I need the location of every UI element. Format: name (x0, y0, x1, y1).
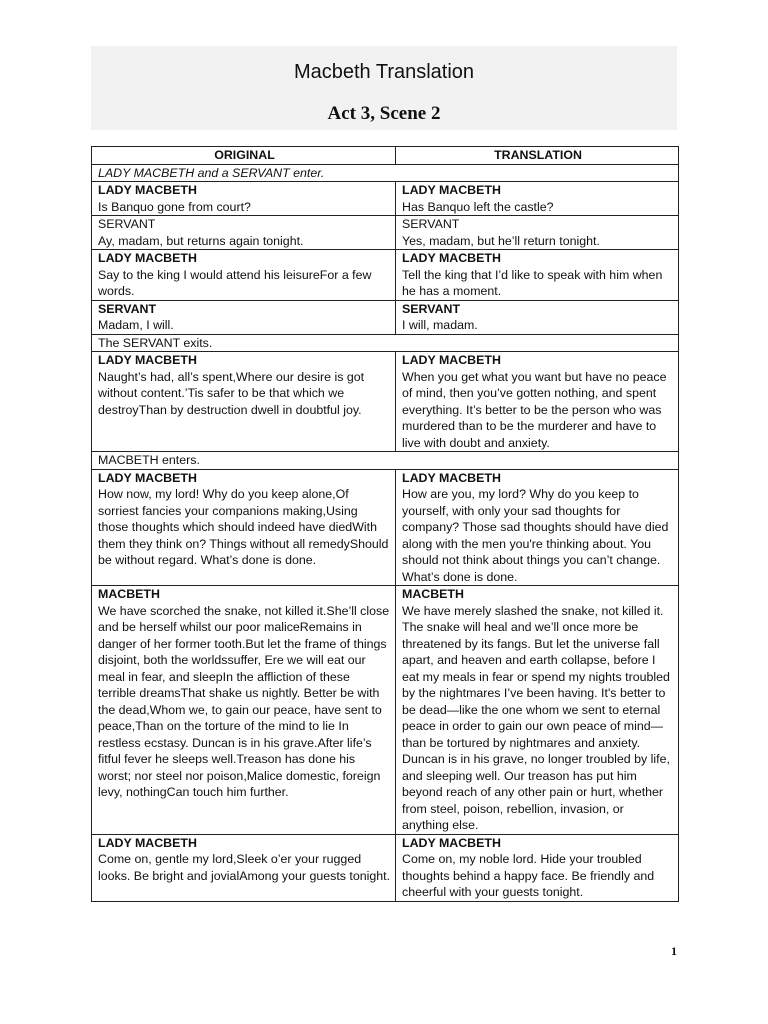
table-row (92, 300, 679, 334)
column-header-original: ORIGINAL (92, 147, 396, 165)
dialogue-text: When you get what you want but have no peace of mind, then you’ve gotten nothing, and spent everything. It’s better to be the person who was murdered than to be the murderer and have to live with doubt and anxiety. (402, 369, 667, 450)
translation-cell (396, 300, 679, 334)
header-band (91, 46, 677, 130)
speaker-name: LADY MACBETH (98, 353, 197, 367)
dialogue-text: How are you, my lord? Why do you keep to yourself, with only your sad thoughts for company? Those sad thoughts should have died along with the men you're thinking about. You should not think about things you can’t change. What’s done is done. (402, 487, 669, 584)
translation-table (91, 146, 679, 902)
column-header-translation: TRANSLATION (396, 147, 679, 165)
dialogue-text: Come on, gentle my lord,Sleek o’er your rugged looks. Be bright and jovialAmong your guests tonight. (98, 852, 391, 883)
dialogue-text: Tell the king that I’d like to speak with him when he has a moment. (402, 267, 663, 298)
document-title: Macbeth Translation (293, 61, 475, 83)
dialogue-text: Madam, I will. (98, 318, 174, 332)
table-row (92, 834, 679, 901)
speaker-name: LADY MACBETH (98, 251, 197, 265)
speaker-name: MACBETH (98, 587, 160, 601)
document-subtitle: Act 3, Scene 2 (327, 103, 441, 124)
table-row (92, 452, 679, 470)
table-body (92, 164, 679, 901)
original-cell (92, 834, 396, 901)
translation-cell (396, 216, 679, 250)
original-cell (92, 250, 396, 301)
dialogue-text: Say to the king I would attend his leisureFor a few words. (98, 267, 372, 298)
original-cell (92, 352, 396, 452)
dialogue-text: Naught’s had, all’s spent,Where our desire is got without content.’Tis safer to be that which we destroyThan by destruction dwell in doubtful joy. (98, 369, 365, 417)
table-row (92, 352, 679, 452)
speaker-name: LADY MACBETH (98, 183, 197, 197)
dialogue-text: How now, my lord! Why do you keep alone,Of sorriest fancies your companions making,Using those thoughts which should indeed have diedWith them they think on? Things without all remedyShould be without regard. What’s done is done. (98, 487, 389, 567)
speaker-name: SERVANT (98, 301, 157, 316)
original-cell (92, 216, 396, 250)
speaker-name: LADY MACBETH (402, 470, 501, 485)
speaker-name: MACBETH (402, 587, 464, 601)
table-row (92, 164, 679, 182)
speaker-name: LADY MACBETH (402, 251, 501, 265)
original-cell (92, 182, 396, 216)
speaker-name: LADY MACBETH (402, 353, 501, 367)
translation-cell (396, 352, 679, 452)
speaker-name: LADY MACBETH (402, 183, 501, 197)
speaker-name: LADY MACBETH (98, 470, 197, 485)
translation-cell (396, 586, 679, 835)
table-row (92, 216, 679, 250)
translation-cell (396, 834, 679, 901)
table-row (92, 250, 679, 301)
speaker-name: LADY MACBETH (402, 835, 501, 850)
dialogue-text: We have merely slashed the snake, not killed it. The snake will heal and we’ll once more be threatened by its fangs. But let the universe fall apart, and heaven and earth collapse, before I eat my meals in fear or spend my nights troubled by the nightmares I’ve been having. It's better to be dead—like the one whom we sent to eternal peace in order to gain our own peace of mind—than be tortured by nightmares and anxiety. Duncan is in his grave, no longer troubled by life, and sleeping well. Our treason has put him beyond reach of any other pain or hurt, whether from steel, poison, rebellion, invasion, or anything else. (402, 603, 670, 832)
translation-cell (396, 182, 679, 216)
speaker-name: LADY MACBETH (98, 835, 197, 850)
dialogue-text: Is Banquo gone from court? (98, 199, 251, 214)
stage-direction: MACBETH enters. (92, 452, 679, 470)
speaker-name: SERVANT (402, 217, 460, 231)
original-cell (92, 469, 396, 586)
dialogue-text: Ay, madam, but returns again tonight. (98, 233, 304, 248)
original-cell (92, 300, 396, 334)
speaker-name: SERVANT (98, 217, 156, 231)
translation-cell (396, 250, 679, 301)
stage-direction: LADY MACBETH and a SERVANT enter. (92, 164, 679, 182)
translation-cell (396, 469, 679, 586)
table-row (92, 334, 679, 352)
original-cell (92, 586, 396, 835)
dialogue-text: Yes, madam, but he’ll return tonight. (402, 233, 600, 248)
table-row (92, 586, 679, 835)
stage-direction: The SERVANT exits. (92, 334, 679, 352)
table-header-row (92, 147, 679, 165)
dialogue-text: We have scorched the snake, not killed it.She’ll close and be herself whilst our poor maliceRemains in danger of her former tooth.But let the frame of things disjoint, both the worldssuffer, Ere we will eat our meal in fear, and sleepIn the affliction of these terrible dreamsThat shake us nightly. Better be with the dead,Whom we, to gain our peace, have sent to peace,Than on the torture of the mind to lie In restless ecstasy. Duncan is in his grave.After life’s fitful fever he sleeps well.Treason has done his worst; nor steel nor poison,Malice domestic, foreign levy, nothingCan touch him further. (98, 603, 390, 799)
dialogue-text: I will, madam. (402, 318, 478, 332)
page-number: 1 (671, 944, 677, 958)
dialogue-text: Come on, my noble lord. Hide your troubled thoughts behind a happy face. Be friendly and cheerful with your guests tonight. (402, 852, 655, 899)
speaker-name: SERVANT (402, 301, 461, 316)
table-row (92, 469, 679, 586)
dialogue-text: Has Banquo left the castle? (402, 199, 554, 214)
table-row (92, 182, 679, 216)
